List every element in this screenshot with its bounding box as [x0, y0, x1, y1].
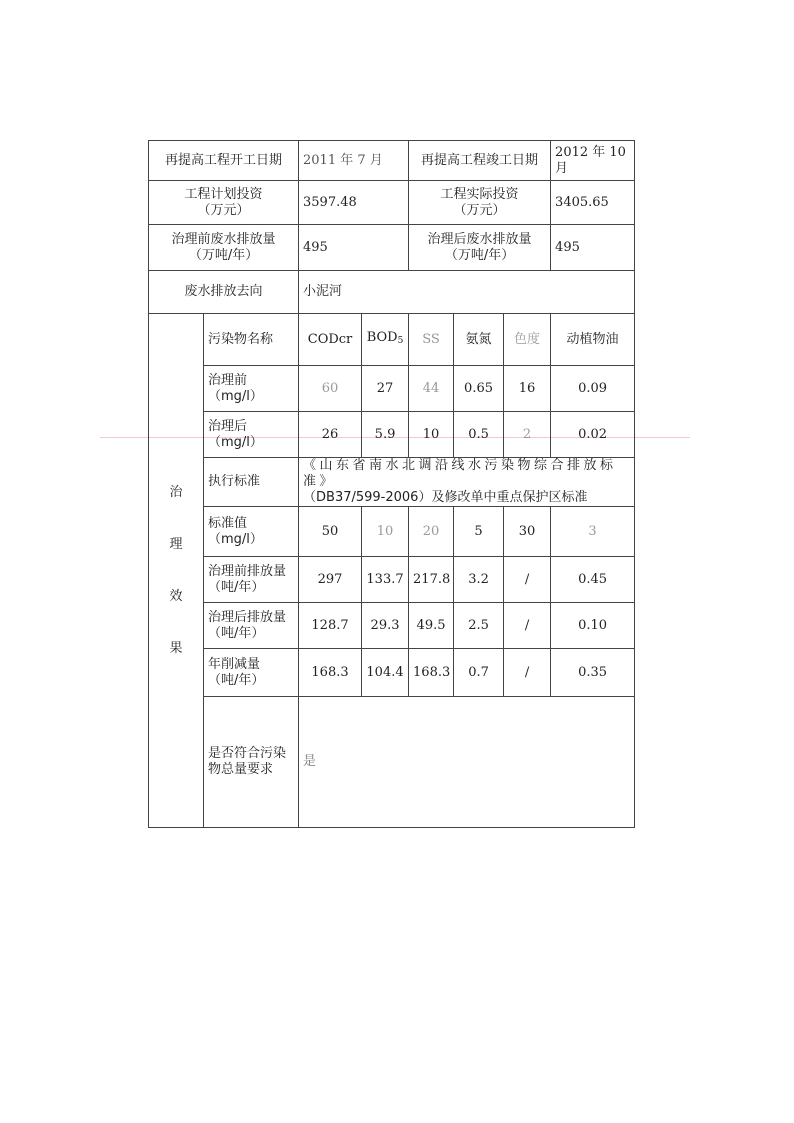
- concentration-before-ss: 44: [409, 366, 454, 412]
- emission-before-codcr: 297: [299, 557, 362, 603]
- concentration-before-codcr: 60: [299, 366, 362, 412]
- annual-reduction-nh3: 0.7: [454, 649, 504, 697]
- discharge-after-label: [409, 225, 551, 271]
- row-discharge-volume: [149, 225, 635, 271]
- start-date-value: 2011 年 7 月: [299, 141, 409, 181]
- annual-reduction-label: [204, 649, 299, 697]
- concentration-after-nh3: 0.5: [454, 412, 504, 458]
- annual-reduction-chroma: /: [504, 649, 551, 697]
- standard-value-chroma: 30: [504, 507, 551, 557]
- annual-reduction-label-line1: 年削减量: [208, 656, 261, 672]
- discharge-before-value: 495: [299, 225, 409, 271]
- executive-standard-label: 执行标准: [204, 458, 299, 507]
- concentration-after-chroma: 2: [504, 412, 551, 458]
- discharge-before-label: [149, 225, 299, 271]
- emission-before-label-line2: （吨/年）: [208, 579, 265, 595]
- emission-before-chroma: /: [504, 557, 551, 603]
- row-emission-after: [149, 603, 635, 649]
- compliance-label: 是否符合污染物总量要求: [204, 697, 299, 828]
- pollutant-bod5: [362, 314, 409, 366]
- concentration-after-label: 治理后（mg/l）: [204, 412, 299, 458]
- standard-value-oil: 3: [551, 507, 635, 557]
- emission-before-oil: 0.45: [551, 557, 635, 603]
- executive-standard-line1: 《山东省南水北调沿线水污染物综合排放标准》: [303, 458, 617, 489]
- wastewater-treatment-form: [148, 140, 635, 828]
- pollutant-ammonia-nitrogen: 氨氮: [454, 314, 504, 366]
- end-date-label: 再提高工程竣工日期: [409, 141, 551, 181]
- standard-value-codcr: 50: [299, 507, 362, 557]
- annual-reduction-bod5: 104.4: [362, 649, 409, 697]
- section-char-1: 治: [169, 484, 183, 500]
- pollutant-chroma: 色度: [504, 314, 551, 366]
- emission-before-nh3: 3.2: [454, 557, 504, 603]
- planned-investment-label: [149, 181, 299, 225]
- treatment-effect-section-label: [149, 314, 204, 828]
- actual-investment-label: [409, 181, 551, 225]
- discharge-after-label-line2: （万吨/年）: [444, 247, 515, 263]
- annual-reduction-codcr: 168.3: [299, 649, 362, 697]
- emission-before-label-line1: 治理前排放量: [208, 563, 287, 579]
- discharge-after-label-line1: 治理后废水排放量: [427, 231, 532, 247]
- row-destination: [149, 271, 635, 314]
- concentration-before-bod5: 27: [362, 366, 409, 412]
- actual-investment-label-line2: （万元）: [453, 202, 506, 218]
- pollutant-bod5-subscript: 5: [397, 336, 404, 346]
- start-date-label: 再提高工程开工日期: [149, 141, 299, 181]
- row-dates: [149, 141, 635, 181]
- row-investment: [149, 181, 635, 225]
- standard-value-nh3: 5: [454, 507, 504, 557]
- standard-value-bod5: 10: [362, 507, 409, 557]
- pollutant-codcr: CODcr: [299, 314, 362, 366]
- row-annual-reduction: [149, 649, 635, 697]
- pollutant-ss: SS: [409, 314, 454, 366]
- standard-value-label: 标准值（mg/l）: [204, 507, 299, 557]
- pollutant-name-label: 污染物名称: [204, 314, 299, 366]
- concentration-before-nh3: 0.65: [454, 366, 504, 412]
- emission-after-nh3: 2.5: [454, 603, 504, 649]
- end-date-value: 2012 年 10 月: [551, 141, 635, 181]
- row-concentration-before: [149, 366, 635, 412]
- concentration-after-oil: 0.02: [551, 412, 635, 458]
- pollutant-animal-vegetable-oil: 动植物油: [551, 314, 635, 366]
- annual-reduction-label-line2: （吨/年）: [208, 672, 265, 688]
- emission-after-label-line1: 治理后排放量: [208, 609, 287, 625]
- emission-after-oil: 0.10: [551, 603, 635, 649]
- discharge-after-value: 495: [551, 225, 635, 271]
- emission-before-ss: 217.8: [409, 557, 454, 603]
- actual-investment-value: 3405.65: [551, 181, 635, 225]
- row-compliance: [149, 697, 635, 828]
- row-emission-before: [149, 557, 635, 603]
- annual-reduction-oil: 0.35: [551, 649, 635, 697]
- discharge-before-label-line2: （万吨/年）: [188, 247, 259, 263]
- discharge-before-label-line1: 治理前废水排放量: [171, 231, 276, 247]
- planned-investment-value: 3597.48: [299, 181, 409, 225]
- pollutant-bod5-main: BOD: [366, 330, 398, 345]
- emission-after-codcr: 128.7: [299, 603, 362, 649]
- emission-after-bod5: 29.3: [362, 603, 409, 649]
- row-standard-values: [149, 507, 635, 557]
- planned-investment-label-line1: 工程计划投资: [184, 186, 263, 202]
- section-char-4: 果: [169, 640, 183, 656]
- emission-after-ss: 49.5: [409, 603, 454, 649]
- row-concentration-after: [149, 412, 635, 458]
- concentration-before-label: 治理前（mg/l）: [204, 366, 299, 412]
- emission-after-label: [204, 603, 299, 649]
- executive-standard-line2: （DB37/599-2006）及修改单中重点保护区标准: [303, 490, 588, 505]
- discharge-destination-label: 废水排放去向: [149, 271, 299, 314]
- emission-before-label: [204, 557, 299, 603]
- standard-value-ss: 20: [409, 507, 454, 557]
- concentration-before-chroma: 16: [504, 366, 551, 412]
- discharge-destination-value: 小泥河: [299, 271, 635, 314]
- concentration-after-bod5: 5.9: [362, 412, 409, 458]
- section-char-2: 理: [169, 536, 183, 552]
- annual-reduction-ss: 168.3: [409, 649, 454, 697]
- emission-before-bod5: 133.7: [362, 557, 409, 603]
- row-executive-standard: [149, 458, 635, 507]
- emission-after-chroma: /: [504, 603, 551, 649]
- planned-investment-label-line2: （万元）: [197, 202, 250, 218]
- emission-after-label-line2: （吨/年）: [208, 625, 265, 641]
- section-char-3: 效: [169, 588, 183, 604]
- actual-investment-label-line1: 工程实际投资: [440, 186, 519, 202]
- compliance-value: 是: [299, 697, 635, 828]
- executive-standard-text: [299, 458, 635, 507]
- row-pollutant-names: [149, 314, 635, 366]
- concentration-after-codcr: 26: [299, 412, 362, 458]
- concentration-before-oil: 0.09: [551, 366, 635, 412]
- concentration-after-ss: 10: [409, 412, 454, 458]
